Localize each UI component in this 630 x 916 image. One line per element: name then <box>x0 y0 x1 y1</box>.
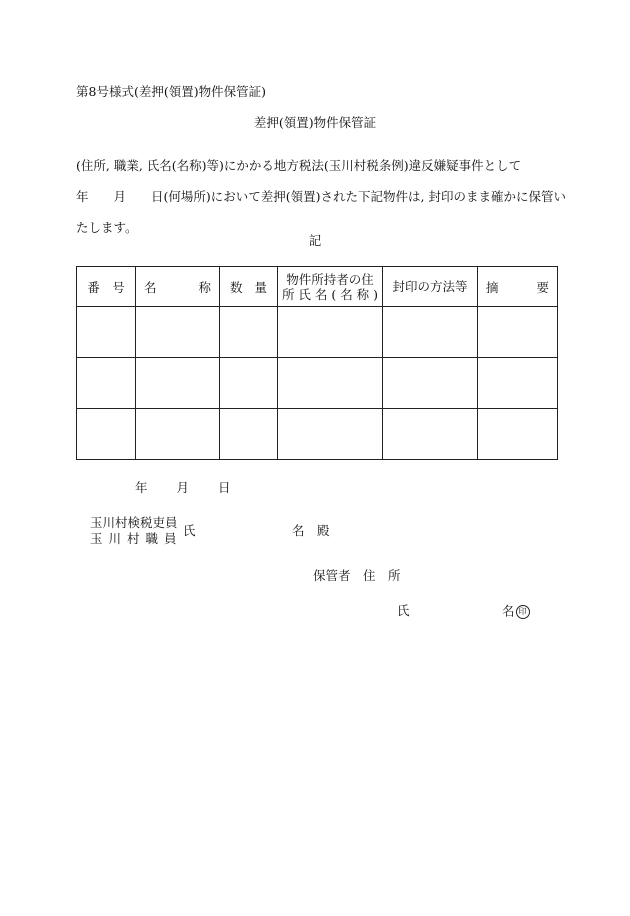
custodian-name-label <box>502 605 530 619</box>
table-cell[interactable] <box>478 307 558 358</box>
custodian-mei: 名 <box>502 603 515 619</box>
table-cell[interactable] <box>278 409 383 460</box>
form-number: 第8号様式(差押(領置)物件保管証) <box>76 84 266 99</box>
header-name: 名 称 <box>136 267 220 307</box>
table-cell[interactable] <box>278 307 383 358</box>
table-cell[interactable] <box>220 409 278 460</box>
table-cell[interactable] <box>77 409 136 460</box>
custodian-surname-label: 氏 <box>397 603 410 618</box>
official-name-dono: 名 殿 <box>292 523 330 538</box>
statement-line-1: (住所, 職業, 氏名(名称)等)にかかる地方税法(玉川村税条例)違反嫌疑事件として <box>76 158 522 173</box>
ki-heading: 記 <box>308 233 322 248</box>
statement-line-3: たします。 <box>76 220 138 235</box>
date-year-label: 年 <box>135 480 148 495</box>
table-cell[interactable] <box>77 307 136 358</box>
table-cell[interactable] <box>220 358 278 409</box>
table-row <box>77 409 558 460</box>
custodian-address-label: 保管者 住 所 <box>313 568 401 583</box>
header-remarks: 摘 要 <box>478 267 558 307</box>
table-cell[interactable] <box>77 358 136 409</box>
date-day-label: 日 <box>218 480 231 495</box>
statement-paragraph <box>76 150 566 243</box>
table-cell[interactable] <box>478 409 558 460</box>
table-cell[interactable] <box>136 409 220 460</box>
table-header-row <box>77 267 558 307</box>
date-month-label: 月 <box>176 480 190 495</box>
document-title: 差押(領置)物件保管証 <box>253 115 377 130</box>
header-quantity: 数 量 <box>220 267 278 307</box>
header-seal-method: 封印の方法等 <box>383 267 478 307</box>
table-cell[interactable] <box>136 307 220 358</box>
issue-date <box>135 482 256 495</box>
table-row <box>77 358 558 409</box>
header-number: 番 号 <box>77 267 136 307</box>
table-row <box>77 307 558 358</box>
table-cell[interactable] <box>383 409 478 460</box>
statement-line-2: 年 月 日(何場所)において差押(領置)された下記物件は, 封印のまま確かに保管い <box>76 189 566 204</box>
official-surname-label: 氏 <box>183 523 196 538</box>
table-cell[interactable] <box>383 307 478 358</box>
seal-icon: 印 <box>516 605 530 619</box>
header-owner: 物件所持者の住 所 氏 名 ( 名 称 ) <box>278 267 383 307</box>
official-title-staff: 玉川村職員 <box>90 531 183 546</box>
official-title-tax: 玉川村検税吏員 <box>90 515 178 530</box>
items-table <box>76 266 558 460</box>
table-cell[interactable] <box>220 307 278 358</box>
table-cell[interactable] <box>278 358 383 409</box>
table-cell[interactable] <box>383 358 478 409</box>
table-cell[interactable] <box>478 358 558 409</box>
table-cell[interactable] <box>136 358 220 409</box>
